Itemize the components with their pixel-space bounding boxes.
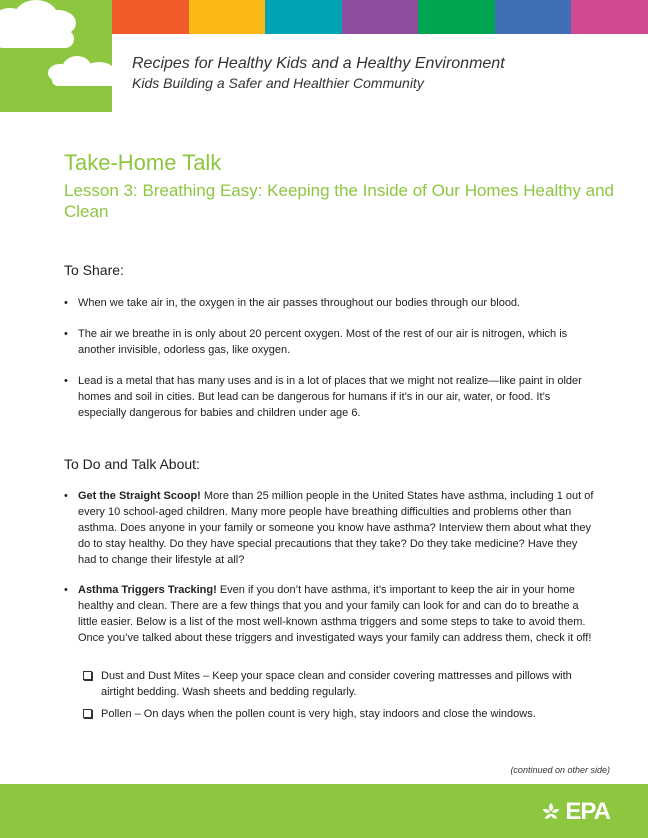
color-stripe [571,0,648,34]
color-stripe [418,0,495,34]
header-subtitle: Kids Building a Safer and Healthier Community [132,75,424,91]
checklist-item [83,668,593,700]
list-item [64,326,594,358]
header-color-stripes [112,0,648,34]
bullet-icon: • [64,490,68,502]
to-do-heading: To Do and Talk About: [64,456,200,472]
list-item [64,295,594,311]
color-stripe [342,0,419,34]
list-item-text: Lead is a metal that has many uses and is in a lot of places that we might not realize—like paint in older homes and soil in cities. But lead can be dangerous for humans if it’s in our air, water, or food. It’s especially dangerous for babies and children under age 6. [78,375,582,419]
checkbox-icon[interactable] [83,671,92,680]
checklist-item-text: Dust and Dust Mites – Keep your space clean and consider covering mattresses and pillows with airtight bedding. Wash sheets and bedding regularly. [101,670,572,698]
list-item [64,488,594,568]
list-item [64,373,594,421]
epa-logo [540,800,610,824]
checklist-item [83,706,593,722]
color-stripe [265,0,342,34]
list-item-text: The air we breathe in is only about 20 percent oxygen. Most of the rest of our air is nitrogen, which is another invisible, odorless gas, like oxygen. [78,328,568,356]
list-item-lead: Asthma Triggers Tracking! [78,584,217,596]
epa-flower-icon [540,801,562,823]
to-share-heading: To Share: [64,262,124,278]
lesson-title: Lesson 3: Breathing Easy: Keeping the Inside of Our Homes Healthy and Clean [64,181,614,221]
color-stripe [112,0,189,34]
checkbox-icon[interactable] [83,709,92,718]
to-do-list [64,488,594,660]
header-green-block [0,0,112,112]
header-title: Recipes for Healthy Kids and a Healthy Environment [132,55,505,72]
bullet-icon: • [64,584,68,596]
to-share-list [64,295,594,436]
list-item [64,582,594,646]
list-item-text: More than 25 million people in the United States have asthma, including 1 out of every 10 school-aged children. Many more people have breathing difficulties and problems other than asthma. Does anyone in your family or someone you know have asthma? Interview them about what they do to stay healthy. Do they have special precautions that they take? Do they take medicine? Have they had to change their lifestyle at all? [78,490,594,566]
epa-logo-text: EPA [565,798,610,825]
bullet-icon: • [64,297,68,309]
bullet-icon: • [64,375,68,387]
list-item-text: When we take air in, the oxygen in the air passes throughout our bodies through our blood. [78,297,521,309]
checklist-item-text: Pollen – On days when the pollen count is very high, stay indoors and close the windows. [101,708,536,720]
footer-bar [0,784,648,838]
cloud-shape [52,74,112,86]
list-item-text: Even if you don’t have asthma, it’s important to keep the air in your home healthy and clean. There are a few things that you and your family can look for and can do to breathe a little easier. Below is a list of the most well-known asthma triggers and some steps to take to avoid them. Once you’ve talked about these triggers and investigated ways your family can address them, check it off! [78,584,592,644]
cloud-shape [0,30,74,48]
color-stripe [495,0,572,34]
list-item-lead: Get the Straight Scoop! [78,490,201,502]
page-title: Take-Home Talk [64,150,222,175]
continued-note: (continued on other side) [510,765,610,775]
bullet-icon: • [64,328,68,340]
trigger-checklist [83,668,593,728]
color-stripe [189,0,266,34]
